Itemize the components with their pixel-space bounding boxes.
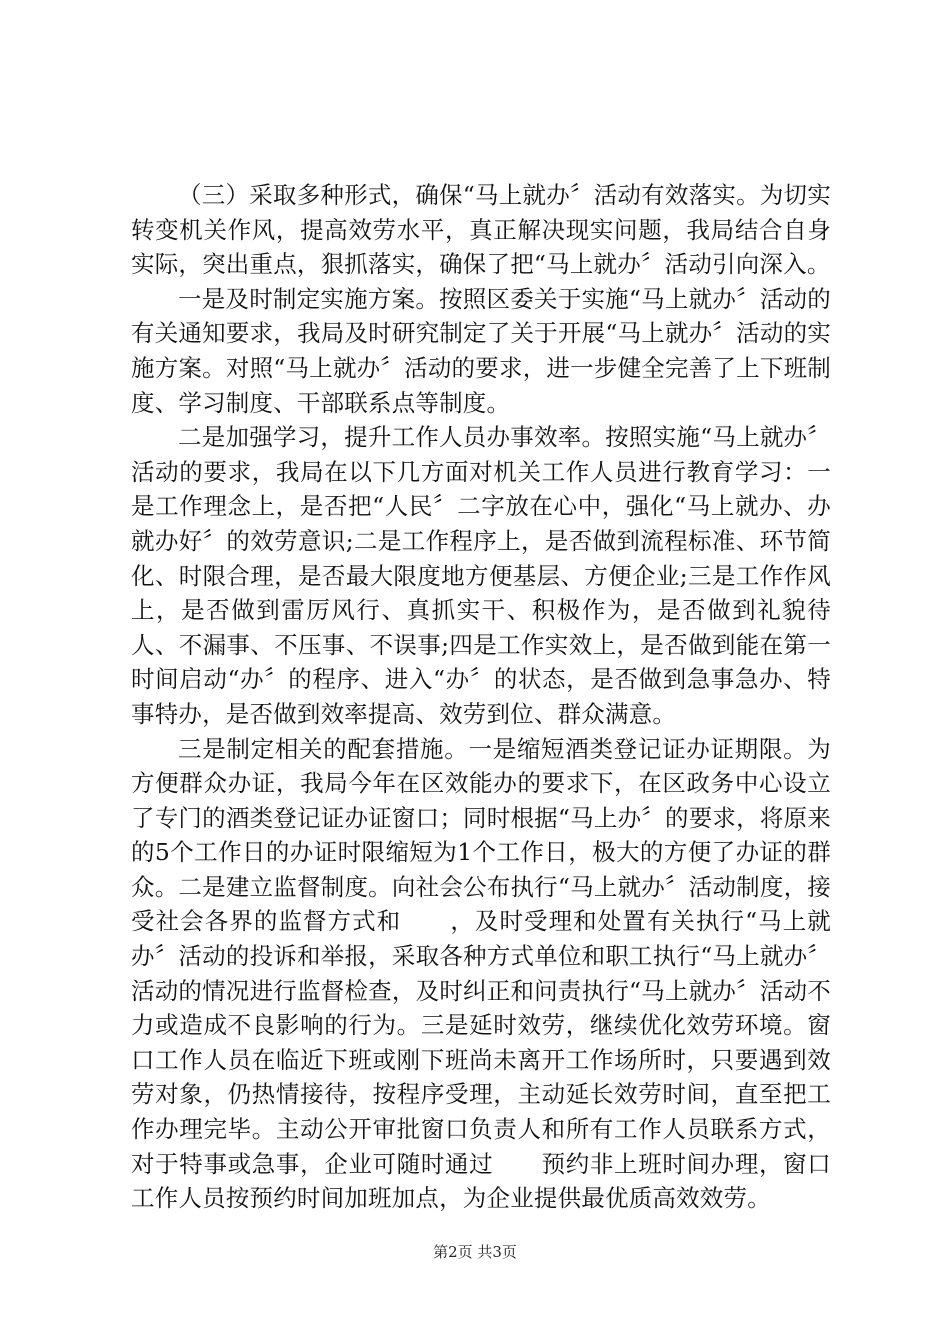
paragraph-1: （三）采取多种形式，确保“马上就办〞活动有效落实。为切实转变机关作风，提高效劳水平，真正解决现实问题，我局结合自身实际，突出重点，狠抓落实，确保了把“马上就办〞活动引向深入。 [131, 181, 831, 279]
paragraph-4: 三是制定相关的配套措施。一是缩短酒类登记证办证期限。为方便群众办证，我局今年在区效能办的要求下，在区政务中心设立了专门的酒类登记证办证窗口；同时根据“马上办〞的要求，将原来的5个工作日的办证时限缩短为1个工作日，极大的方便了办证的群众。二是建立监督制度。向社会公布执行“马上就办〞活动制度，接受社会各界的监督方式和 ，及时受理和处置有关执行“马上就办〞活动的投诉和举报，采取各种方式单位和职工执行“马上就办〞活动的情况进行监督检查，及时纠正和问责执行“马上就办〞活动不力或造成不良影响的行为。三是延时效劳，继续优化效劳环境。窗口工作人员在临近下班或刚下班尚未离开工作场所时，只要遇到效劳对象，仍热情接待，按程序受理，主动延长效劳时间，直至把工作办理完毕。主动公开审批窗口负责人和所有工作人员联系方式，对于特事或急事，企业可随时通过 预约非上班时间办理，窗口工作人员按预约时间加班加点，为企业提供最优质高效效劳。 [131, 734, 831, 1213]
page-number-footer: 第2页 共3页 [433, 1243, 517, 1261]
paragraph-3: 二是加强学习，提升工作人员办事效率。按照实施“马上就办〞活动的要求，我局在以下几方面对机关工作人员进行教育学习：一是工作理念上，是否把“人民〞二字放在心中，强化“马上就办、办就办好〞的效劳意识;二是工作程序上，是否做到流程标准、环节简化、时限合理，是否最大限度地方便基层、方便企业;三是工作作风上，是否做到雷厉风行、真抓实干、积极作为，是否做到礼貌待人、不漏事、不压事、不误事;四是工作实效上，是否做到能在第一时间启动“办〞的程序、进入“办〞的状态，是否做到急事急办、特事特办，是否做到效率提高、效劳到位、群众满意。 [131, 423, 831, 728]
paragraph-2: 一是及时制定实施方案。按照区委关于实施“马上就办〞活动的有关通知要求，我局及时研究制定了关于开展“马上就办〞活动的实施方案。对照“马上就办〞活动的要求，进一步健全完善了上下班制度、学习制度、干部联系点等制度。 [131, 284, 831, 417]
document-body [131, 178, 831, 1216]
